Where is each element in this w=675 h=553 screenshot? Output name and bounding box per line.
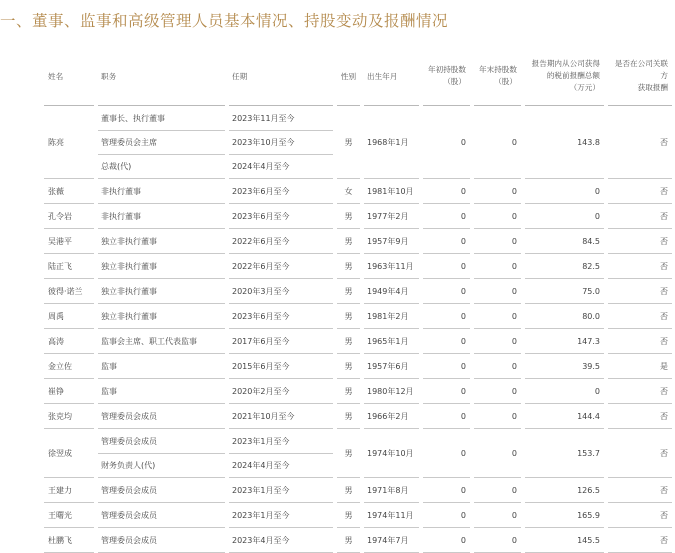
birth-cell: 1974年7月 xyxy=(364,528,419,553)
term-cell xyxy=(229,304,333,329)
header-shares-begin: 年初持股数 （股） xyxy=(423,47,470,106)
shares-begin-cell: 0 xyxy=(423,106,470,179)
header-birth: 出生年月 xyxy=(364,47,419,106)
related-cell: 否 xyxy=(608,503,672,528)
position-cell xyxy=(98,329,225,354)
gender-cell: 男 xyxy=(337,254,360,279)
position-cell-line: 非执行董事 xyxy=(101,211,141,221)
shares-end-cell: 0 xyxy=(474,106,521,179)
term-cell-line: 2023年11月至今 xyxy=(229,107,333,131)
position-cell-line: 监事 xyxy=(101,361,117,371)
table-row xyxy=(44,304,672,329)
pay-cell: 126.5 xyxy=(525,478,604,503)
table-row xyxy=(44,254,672,279)
pay-cell: 0 xyxy=(525,179,604,204)
term-cell-line: 2022年6月至今 xyxy=(232,261,290,271)
term-cell-line: 2023年6月至今 xyxy=(232,211,290,221)
position-cell xyxy=(98,404,225,429)
pay-cell: 144.4 xyxy=(525,404,604,429)
position-cell-line: 独立非执行董事 xyxy=(101,236,157,246)
shares-end-cell: 0 xyxy=(474,254,521,279)
shares-begin-cell: 0 xyxy=(423,478,470,503)
header-pay: 报告期内从公司获得 的税前报酬总额 （万元） xyxy=(525,47,604,106)
name-cell: 陆正飞 xyxy=(44,254,94,279)
position-cell xyxy=(98,179,225,204)
name-cell: 王曙光 xyxy=(44,503,94,528)
birth-cell: 1957年9月 xyxy=(364,229,419,254)
position-cell-line: 监事会主席、职工代表监事 xyxy=(101,336,197,346)
gender-cell: 男 xyxy=(337,279,360,304)
term-cell-line: 2023年10月至今 xyxy=(229,131,333,155)
shares-end-cell: 0 xyxy=(474,528,521,553)
gender-cell: 男 xyxy=(337,528,360,553)
shares-begin-cell: 0 xyxy=(423,404,470,429)
shares-end-cell: 0 xyxy=(474,279,521,304)
position-cell xyxy=(98,204,225,229)
header-position: 职务 xyxy=(98,47,225,106)
pay-cell: 153.7 xyxy=(525,429,604,478)
shares-begin-cell: 0 xyxy=(423,204,470,229)
shares-end-cell: 0 xyxy=(474,404,521,429)
table-row xyxy=(44,329,672,354)
position-cell xyxy=(98,304,225,329)
pay-cell: 39.5 xyxy=(525,354,604,379)
birth-cell: 1980年12月 xyxy=(364,379,419,404)
term-cell xyxy=(229,354,333,379)
term-cell xyxy=(229,478,333,503)
position-cell-line: 独立非执行董事 xyxy=(101,261,157,271)
related-cell: 否 xyxy=(608,254,672,279)
position-cell-line: 监事 xyxy=(101,386,117,396)
position-cell-line: 非执行董事 xyxy=(101,186,141,196)
table-row xyxy=(44,379,672,404)
term-cell-line: 2023年4月至今 xyxy=(232,535,290,545)
term-cell-line: 2023年6月至今 xyxy=(232,311,290,321)
related-cell: 是 xyxy=(608,354,672,379)
birth-cell: 1966年2月 xyxy=(364,404,419,429)
term-cell-line: 2024年4月至今 xyxy=(232,460,290,470)
name-cell: 高涛 xyxy=(44,329,94,354)
table-row xyxy=(44,429,672,478)
birth-cell: 1974年10月 xyxy=(364,429,419,478)
pay-cell: 0 xyxy=(525,379,604,404)
shares-begin-cell: 0 xyxy=(423,304,470,329)
gender-cell: 男 xyxy=(337,304,360,329)
name-cell: 金立佐 xyxy=(44,354,94,379)
gender-cell: 男 xyxy=(337,478,360,503)
shares-begin-cell: 0 xyxy=(423,179,470,204)
shares-end-cell: 0 xyxy=(474,329,521,354)
term-cell xyxy=(229,106,333,179)
shares-begin-cell: 0 xyxy=(423,528,470,553)
term-cell-line: 2023年6月至今 xyxy=(232,186,290,196)
table-row xyxy=(44,354,672,379)
shares-begin-cell: 0 xyxy=(423,503,470,528)
gender-cell: 男 xyxy=(337,379,360,404)
pay-cell: 82.5 xyxy=(525,254,604,279)
pay-cell: 80.0 xyxy=(525,304,604,329)
shares-end-cell: 0 xyxy=(474,204,521,229)
related-cell: 否 xyxy=(608,229,672,254)
position-cell xyxy=(98,379,225,404)
position-cell xyxy=(98,254,225,279)
position-cell-line: 管理委员会成员 xyxy=(101,411,157,421)
birth-cell: 1971年8月 xyxy=(364,478,419,503)
name-cell: 张薇 xyxy=(44,179,94,204)
shares-begin-cell: 0 xyxy=(423,354,470,379)
term-cell xyxy=(229,204,333,229)
shares-end-cell: 0 xyxy=(474,354,521,379)
name-cell: 张克均 xyxy=(44,404,94,429)
shares-end-cell: 0 xyxy=(474,503,521,528)
shares-begin-cell: 0 xyxy=(423,379,470,404)
term-cell-line: 2015年6月至今 xyxy=(232,361,290,371)
shares-begin-cell: 0 xyxy=(423,279,470,304)
birth-cell: 1981年10月 xyxy=(364,179,419,204)
term-cell xyxy=(229,429,333,478)
birth-cell: 1974年11月 xyxy=(364,503,419,528)
header-shares-end: 年末持股数 （股） xyxy=(474,47,521,106)
pay-cell: 147.3 xyxy=(525,329,604,354)
header-related: 是否在公司关联方 获取报酬 xyxy=(608,47,672,106)
term-cell-line: 2020年2月至今 xyxy=(232,386,290,396)
shares-begin-cell: 0 xyxy=(423,254,470,279)
term-cell-line: 2021年10月至今 xyxy=(232,411,295,421)
header-gender: 性别 xyxy=(337,47,360,106)
table-row xyxy=(44,106,672,179)
name-cell: 孔令岩 xyxy=(44,204,94,229)
table-row xyxy=(44,503,672,528)
table-row xyxy=(44,229,672,254)
gender-cell: 男 xyxy=(337,204,360,229)
term-cell xyxy=(229,329,333,354)
position-cell xyxy=(98,478,225,503)
position-cell xyxy=(98,279,225,304)
pay-cell: 75.0 xyxy=(525,279,604,304)
birth-cell: 1957年6月 xyxy=(364,354,419,379)
position-cell-line: 管理委员会主席 xyxy=(98,131,225,155)
related-cell: 否 xyxy=(608,179,672,204)
term-cell xyxy=(229,503,333,528)
related-cell: 否 xyxy=(608,106,672,179)
term-cell-line: 2023年1月至今 xyxy=(232,510,290,520)
term-cell-line: 2023年1月至今 xyxy=(232,485,290,495)
birth-cell: 1965年1月 xyxy=(364,329,419,354)
position-cell-line: 独立非执行董事 xyxy=(101,286,157,296)
name-cell: 彼得·诺兰 xyxy=(44,279,94,304)
term-cell-line: 2020年3月至今 xyxy=(232,286,290,296)
related-cell: 否 xyxy=(608,329,672,354)
gender-cell: 男 xyxy=(337,229,360,254)
pay-cell: 145.5 xyxy=(525,528,604,553)
section-title: 一、董事、监事和高级管理人员基本情况、持股变动及报酬情况 xyxy=(0,12,449,30)
birth-cell: 1977年2月 xyxy=(364,204,419,229)
name-cell: 杜鹏飞 xyxy=(44,528,94,553)
name-cell: 陈亮 xyxy=(44,106,94,179)
shares-end-cell: 0 xyxy=(474,304,521,329)
table-row xyxy=(44,179,672,204)
related-cell: 否 xyxy=(608,379,672,404)
term-cell-line: 2024年4月至今 xyxy=(232,161,290,171)
position-cell-line: 管理委员会成员 xyxy=(101,535,157,545)
position-cell xyxy=(98,429,225,478)
birth-cell: 1968年1月 xyxy=(364,106,419,179)
related-cell: 否 xyxy=(608,478,672,503)
related-cell: 否 xyxy=(608,528,672,553)
name-cell: 王建力 xyxy=(44,478,94,503)
name-cell: 周禹 xyxy=(44,304,94,329)
table-row xyxy=(44,204,672,229)
related-cell: 否 xyxy=(608,279,672,304)
birth-cell: 1981年2月 xyxy=(364,304,419,329)
executives-table xyxy=(40,47,675,553)
term-cell xyxy=(229,179,333,204)
related-cell: 否 xyxy=(608,204,672,229)
position-cell-line: 管理委员会成员 xyxy=(101,485,157,495)
gender-cell: 男 xyxy=(337,106,360,179)
position-cell-line: 独立非执行董事 xyxy=(101,311,157,321)
term-cell xyxy=(229,279,333,304)
position-cell-line: 财务负责人(代) xyxy=(101,460,156,470)
related-cell: 否 xyxy=(608,429,672,478)
pay-cell: 143.8 xyxy=(525,106,604,179)
term-cell xyxy=(229,229,333,254)
shares-end-cell: 0 xyxy=(474,429,521,478)
pay-cell: 84.5 xyxy=(525,229,604,254)
shares-begin-cell: 0 xyxy=(423,229,470,254)
term-cell xyxy=(229,254,333,279)
related-cell: 否 xyxy=(608,304,672,329)
position-cell xyxy=(98,354,225,379)
position-cell xyxy=(98,503,225,528)
table-row xyxy=(44,478,672,503)
position-cell-line: 管理委员会成员 xyxy=(101,510,157,520)
name-cell: 徐翌成 xyxy=(44,429,94,478)
related-cell: 否 xyxy=(608,404,672,429)
name-cell: 崔铮 xyxy=(44,379,94,404)
shares-end-cell: 0 xyxy=(474,379,521,404)
position-cell-line: 总裁(代) xyxy=(101,161,132,171)
position-cell xyxy=(98,229,225,254)
term-cell xyxy=(229,404,333,429)
shares-end-cell: 0 xyxy=(474,229,521,254)
gender-cell: 男 xyxy=(337,329,360,354)
pay-cell: 165.9 xyxy=(525,503,604,528)
gender-cell: 男 xyxy=(337,404,360,429)
term-cell xyxy=(229,379,333,404)
term-cell-line: 2022年6月至今 xyxy=(232,236,290,246)
position-cell-line: 管理委员会成员 xyxy=(98,430,225,454)
gender-cell: 男 xyxy=(337,354,360,379)
shares-begin-cell: 0 xyxy=(423,429,470,478)
table-row xyxy=(44,279,672,304)
position-cell-line: 董事长、执行董事 xyxy=(98,107,225,131)
gender-cell: 男 xyxy=(337,503,360,528)
pay-cell: 0 xyxy=(525,204,604,229)
birth-cell: 1963年11月 xyxy=(364,254,419,279)
position-cell xyxy=(98,106,225,179)
shares-end-cell: 0 xyxy=(474,478,521,503)
shares-end-cell: 0 xyxy=(474,179,521,204)
table-row xyxy=(44,404,672,429)
gender-cell: 男 xyxy=(337,429,360,478)
term-cell-line: 2023年1月至今 xyxy=(229,430,333,454)
term-cell-line: 2017年6月至今 xyxy=(232,336,290,346)
header-term: 任期 xyxy=(229,47,333,106)
gender-cell: 女 xyxy=(337,179,360,204)
birth-cell: 1949年4月 xyxy=(364,279,419,304)
name-cell: 吴港平 xyxy=(44,229,94,254)
shares-begin-cell: 0 xyxy=(423,329,470,354)
header-name: 姓名 xyxy=(44,47,94,106)
